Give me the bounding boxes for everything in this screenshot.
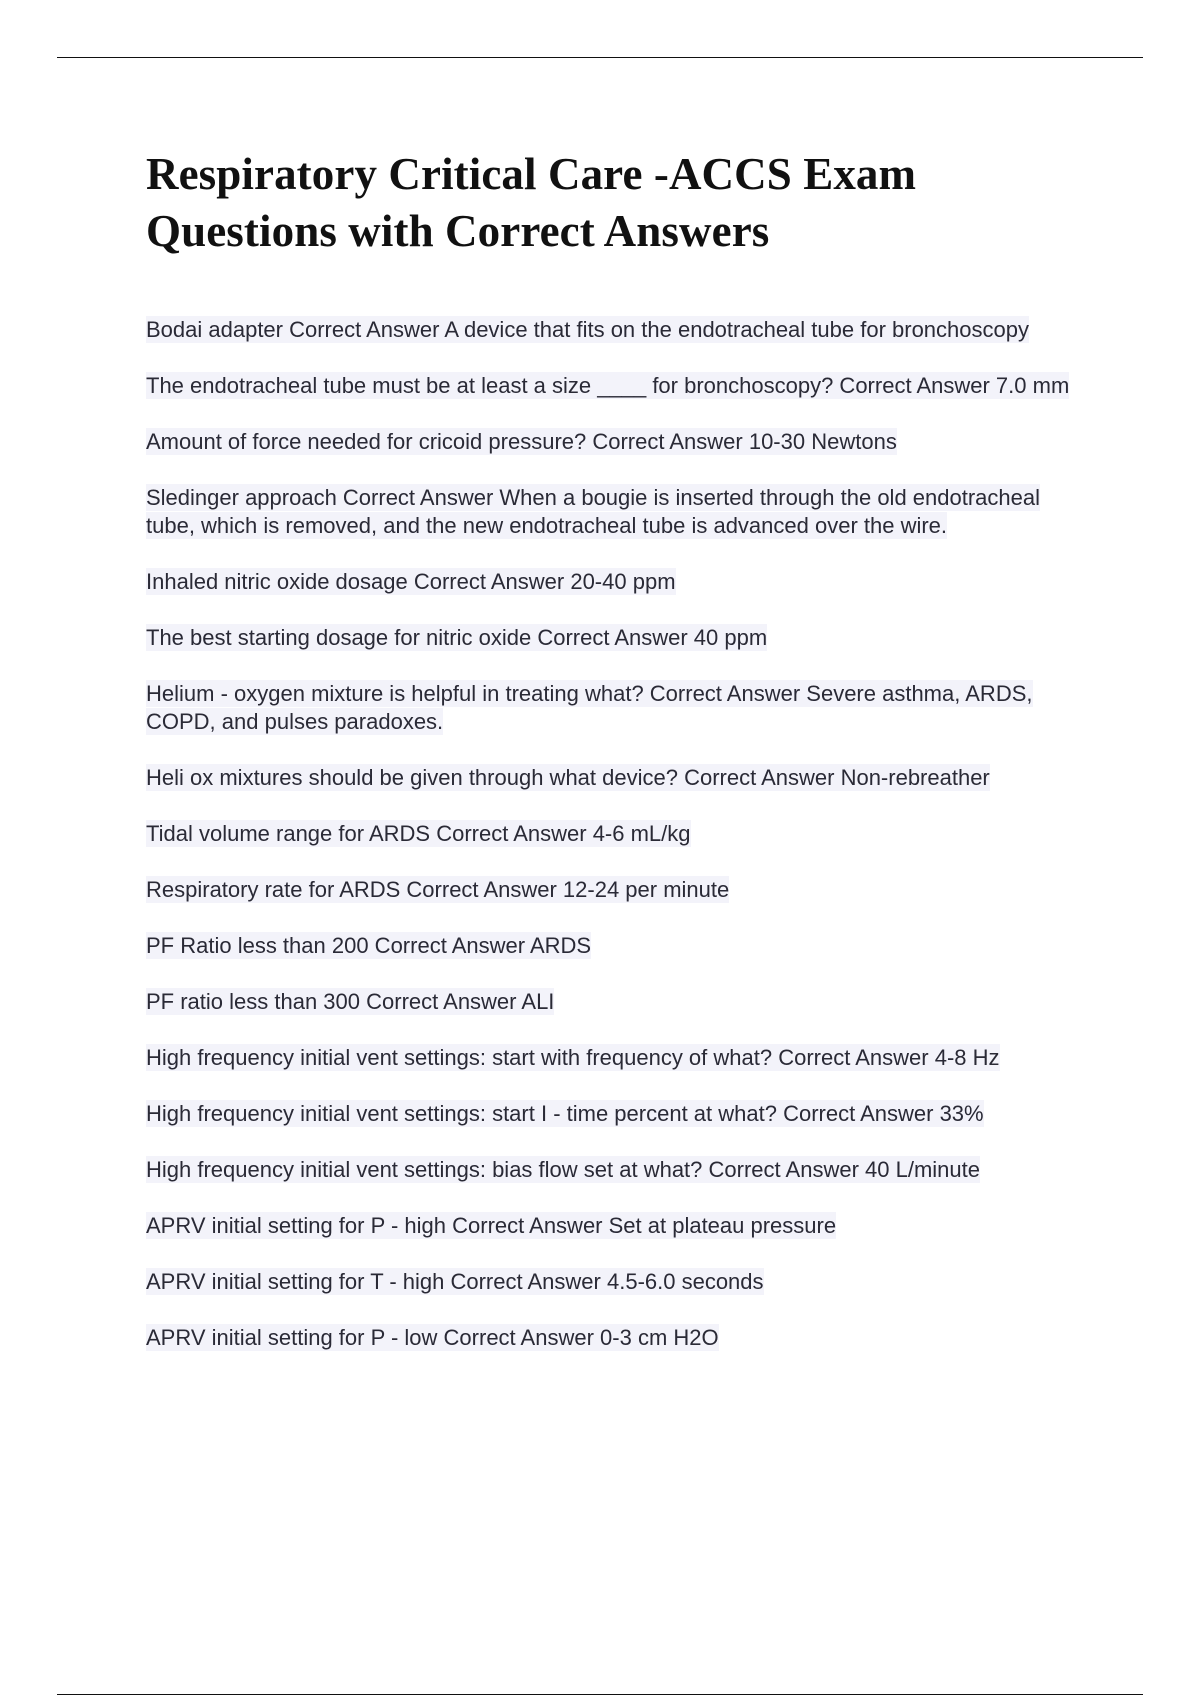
qa-text: APRV initial setting for T - high Correct Answer 4.5-6.0 seconds — [146, 1269, 764, 1294]
qa-text: High frequency initial vent settings: bias flow set at what? Correct Answer 40 L/minute — [146, 1157, 980, 1182]
qa-text: Inhaled nitric oxide dosage Correct Answer 20-40 ppm — [146, 569, 676, 594]
qa-text: High frequency initial vent settings: start I - time percent at what? Correct Answer 33% — [146, 1101, 984, 1126]
qa-item — [146, 372, 1086, 400]
qa-text: The endotracheal tube must be at least a size ____ for bronchoscopy? Correct Answer 7.0 mm — [146, 373, 1070, 398]
qa-text: PF ratio less than 300 Correct Answer ALI — [146, 989, 555, 1014]
document-body — [146, 146, 1086, 1380]
qa-text: The best starting dosage for nitric oxide Correct Answer 40 ppm — [146, 625, 768, 650]
qa-item — [146, 484, 1086, 540]
qa-item — [146, 1100, 1086, 1128]
qa-item — [146, 624, 1086, 652]
qa-text: Tidal volume range for ARDS Correct Answer 4-6 mL/kg — [146, 821, 691, 846]
qa-text: Helium - oxygen mixture is helpful in treating what? Correct Answer Severe asthma, ARDS, COPD, and pulses paradoxes. — [146, 681, 1033, 734]
qa-text: High frequency initial vent settings: start with frequency of what? Correct Answer 4-8 Hz — [146, 1045, 1000, 1070]
qa-text: Respiratory rate for ARDS Correct Answer 12-24 per minute — [146, 877, 730, 902]
qa-item — [146, 568, 1086, 596]
qa-item — [146, 680, 1086, 736]
qa-item — [146, 764, 1086, 792]
qa-text: APRV initial setting for P - high Correct Answer Set at plateau pressure — [146, 1213, 837, 1238]
qa-item — [146, 428, 1086, 456]
qa-text: Bodai adapter Correct Answer A device that fits on the endotracheal tube for bronchoscopy — [146, 317, 1029, 342]
document-title: Respiratory Critical Care -ACCS Exam Questions with Correct Answers — [146, 149, 917, 256]
qa-item — [146, 1324, 1086, 1352]
qa-text: PF Ratio less than 200 Correct Answer ARDS — [146, 933, 592, 958]
qa-item — [146, 1212, 1086, 1240]
qa-item — [146, 876, 1086, 904]
qa-item — [146, 988, 1086, 1016]
qa-text: Sledinger approach Correct Answer When a bougie is inserted through the old endotracheal tube, which is removed, and the new endotracheal tube is advanced over the wire. — [146, 485, 1040, 538]
qa-text: Amount of force needed for cricoid pressure? Correct Answer 10-30 Newtons — [146, 429, 897, 454]
qa-item — [146, 932, 1086, 960]
qa-text: APRV initial setting for P - low Correct Answer 0-3 cm H2O — [146, 1325, 719, 1350]
bottom-rule — [57, 1694, 1143, 1695]
qa-item — [146, 316, 1086, 344]
qa-item — [146, 1268, 1086, 1296]
qa-item — [146, 1044, 1086, 1072]
qa-item — [146, 1156, 1086, 1184]
qa-list — [146, 316, 1086, 1352]
top-rule — [57, 57, 1143, 58]
qa-text: Heli ox mixtures should be given through what device? Correct Answer Non-rebreather — [146, 765, 990, 790]
qa-item — [146, 820, 1086, 848]
